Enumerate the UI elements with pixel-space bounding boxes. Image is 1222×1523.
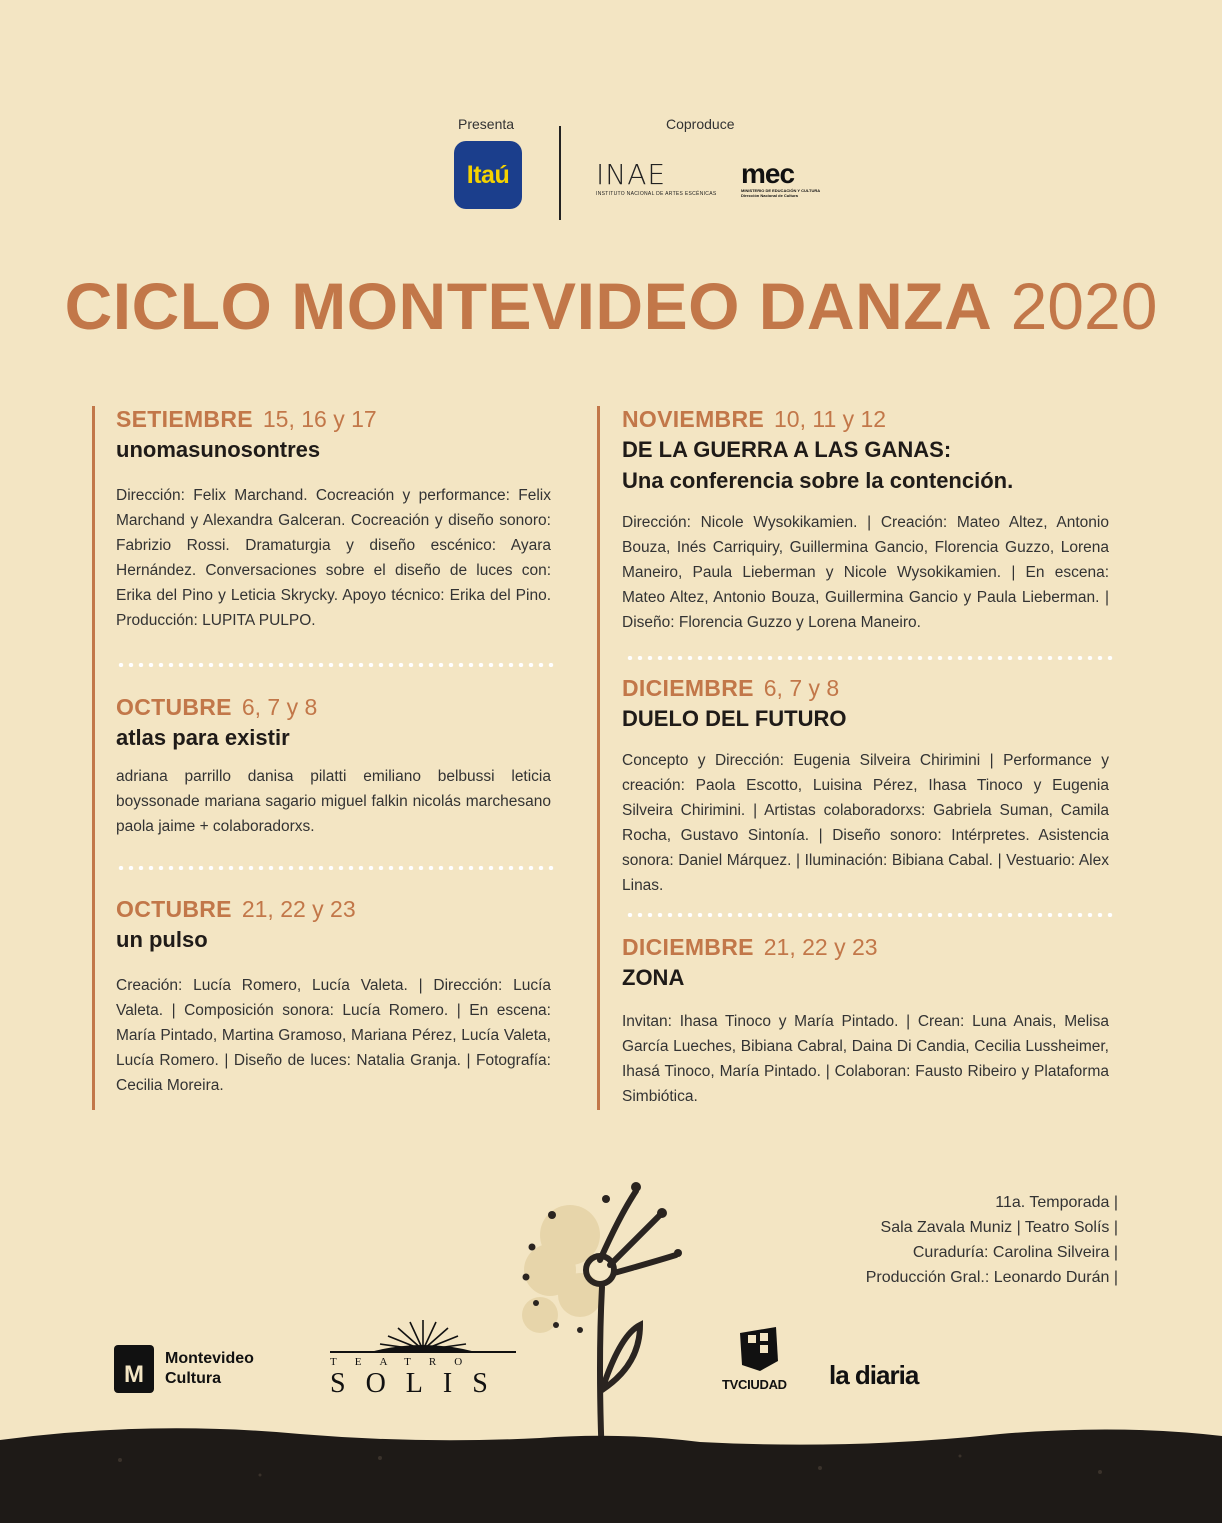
event-date	[622, 932, 1109, 962]
solis-text: SOLIS	[330, 1368, 508, 1399]
event-credits: Concepto y Dirección: Eugenia Silveira Chirimini | Performance y creación: Paola Escotto, Luisina Pérez, Ihasa Tinoco y Eugenia Silveira Chirimini. | Artistas colaboradorxs: Gabriela Suman, Camila Rocha, Gustavo Sintonía. | Diseño sonoro: Intérpretes. Asistencia sonora: Daniel Márquez. | Iluminación: Bibiana Cabal. | Vestuario: Alex Linas.	[622, 752, 1109, 894]
event-days: 21, 22 y 23	[763, 934, 878, 960]
presenta-label: Presenta	[458, 116, 515, 132]
mec-subtitle-1: MINISTERIO DE EDUCACIÓN Y CULTURA	[741, 188, 821, 193]
right-column-rule	[597, 406, 600, 1110]
tvciudad-icon	[736, 1325, 782, 1373]
sunburst-icon	[330, 1316, 516, 1356]
mec-subtitle-2: Dirección Nacional de Cultura	[741, 193, 798, 198]
event-diciembre-2	[622, 932, 1109, 1109]
event-diciembre-1	[622, 673, 1109, 898]
teatro-text: TEATRO	[330, 1356, 481, 1368]
event-credits: Dirección: Nicole Wysokikamien. | Creación: Mateo Altez, Antonio Bouza, Inés Carriquiry, Guillermina Gancio, Florencia Guzzo, Lorena Maneiro, Paula Lieberman y Nicole Wysokikamien. | En escena: Mateo Altez, Antonio Bouza, Guillermina Gancio y Paula Lieberman. | Diseño: Florencia Guzzo y Lorena Maneiro.	[622, 514, 1109, 631]
event-date	[622, 673, 1109, 703]
event-setiembre	[116, 404, 551, 633]
event-days: 10, 11 y 12	[774, 406, 887, 432]
montevideo-icon: M	[114, 1345, 154, 1393]
event-title: ZONA	[622, 965, 685, 990]
dotted-divider	[116, 866, 556, 870]
event-date	[622, 404, 1109, 434]
mec-mark: mec	[741, 158, 795, 189]
title-year: 2020	[1010, 269, 1158, 343]
event-octubre-2	[116, 894, 551, 1098]
event-days: 21, 22 y 23	[241, 896, 356, 922]
footer-season: 11a. Temporada |	[995, 1194, 1118, 1211]
event-title: un pulso	[116, 927, 208, 952]
event-date	[116, 404, 551, 434]
footer-info	[866, 1190, 1118, 1290]
event-title: atlas para existir	[116, 725, 290, 750]
la-diaria-logo: la diaria	[829, 1360, 919, 1390]
event-month: DICIEMBRE	[622, 934, 754, 960]
footer-production: Producción Gral.: Leonardo Durán |	[865, 1269, 1118, 1286]
event-date	[116, 692, 551, 722]
itau-logo-text: Itaú	[466, 160, 510, 189]
inae-logo	[596, 158, 717, 201]
tvciudad-text: TVCIUDAD	[722, 1377, 787, 1392]
event-title-line1: DE LA GUERRA A LAS GANAS:	[622, 437, 952, 462]
mec-logo	[741, 160, 821, 200]
inae-mark: INAE	[596, 158, 667, 191]
event-credits: Creación: Lucía Romero, Lucía Valeta. | Dirección: Lucía Valeta. | Composición sonora: Lucía Romero. | En escena: María Pintado, Martina Gramoso, Mariana Pérez, Lucía Valeta, Lucía Romero. | Diseño de luces: Natalia Granja. | Fotografía: Cecilia Moreira.	[116, 977, 551, 1094]
event-month: SETIEMBRE	[116, 406, 253, 432]
event-date	[116, 894, 551, 924]
dotted-divider	[116, 663, 556, 667]
event-days: 15, 16 y 17	[262, 406, 377, 432]
cultura-text: Cultura	[165, 1370, 221, 1387]
dotted-divider	[625, 656, 1115, 660]
itau-logo	[454, 141, 522, 209]
event-month: OCTUBRE	[116, 694, 232, 720]
event-credits: adriana parrillo danisa pilatti emiliano belbussi leticia boyssonade mariana sagario miguel falkin nicolás marchesano paola jaime + colaboradorxs.	[116, 768, 551, 835]
dotted-divider	[625, 913, 1115, 917]
event-credits: Invitan: Ihasa Tinoco y María Pintado. | Crean: Luna Anais, Melisa García Lueches, Bibiana Cabral, Daina Di Candia, Cecilia Lussheimer, Ihasá Tinoco, María Pintado. | Colaboran: Fausto Ribeiro y Plataforma Simbiótica.	[622, 1013, 1109, 1105]
event-noviembre	[622, 404, 1109, 635]
left-column-rule	[92, 406, 95, 1110]
event-title: DUELO DEL FUTURO	[622, 706, 847, 731]
ground-silhouette	[0, 1420, 1222, 1523]
event-month: OCTUBRE	[116, 896, 232, 922]
tvciudad-logo	[722, 1325, 796, 1395]
montevideo-text: Montevideo	[165, 1350, 254, 1367]
event-octubre-1	[116, 692, 551, 839]
event-month: NOVIEMBRE	[622, 406, 764, 432]
page-title	[0, 266, 1222, 346]
header-divider	[559, 126, 561, 220]
event-month: DICIEMBRE	[622, 675, 754, 701]
teatro-solis-logo	[330, 1316, 516, 1400]
event-days: 6, 7 y 8	[241, 694, 318, 720]
inae-subtitle: INSTITUTO NACIONAL DE ARTES ESCÉNICAS	[596, 191, 717, 197]
event-days: 6, 7 y 8	[763, 675, 840, 701]
coproduce-label: Coproduce	[666, 116, 735, 132]
event-title: unomasunosontres	[116, 437, 321, 462]
event-title-line2: Una conferencia sobre la contención.	[622, 468, 1014, 493]
footer-curator: Curaduría: Carolina Silveira |	[912, 1244, 1118, 1261]
title-main: CICLO MONTEVIDEO DANZA	[64, 269, 993, 343]
footer-venue: Sala Zavala Muniz | Teatro Solís |	[880, 1219, 1118, 1236]
event-credits: Dirección: Felix Marchand. Cocreación y performance: Felix Marchand y Alexandra Galceran. Cocreación y diseño sonoro: Fabrizio Rossi. Dramaturgia y diseño escénico: Ayara Hernández. Conversaciones sobre el diseño de luces con: Erika del Pino y Leticia Skrycky. Apoyo técnico: Erika del Pino. Producción: LUPITA PULPO.	[116, 487, 551, 629]
montevideo-cultura-logo	[114, 1345, 254, 1393]
